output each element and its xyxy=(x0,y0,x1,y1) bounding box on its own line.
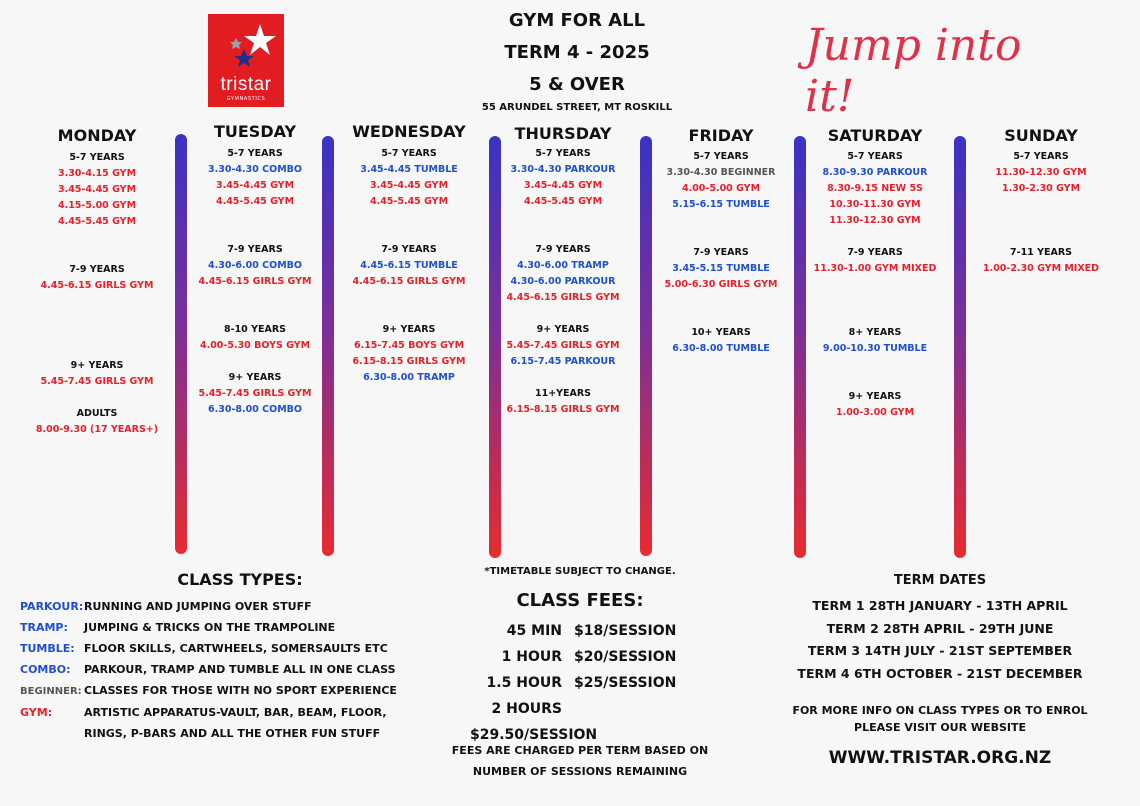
class-type-desc: RINGS, P-BARS AND ALL THE OTHER FUN STUFF xyxy=(84,727,381,740)
logo-subtitle: GYMNASTICS xyxy=(226,96,266,102)
class-type-key: COMBO: xyxy=(20,663,71,676)
fees-footer-1: FEES ARE CHARGED PER TERM BASED ON xyxy=(451,744,709,757)
class-session: 6.15-7.45 BOYS GYM xyxy=(353,340,465,351)
class-session: 5.45-7.45 GIRLS GYM xyxy=(40,376,154,387)
age-group: 7-9 YEARS xyxy=(69,264,125,275)
age-group: 7-9 YEARS xyxy=(693,247,749,258)
spacer xyxy=(22,390,172,406)
age-group: 5-7 YEARS xyxy=(69,152,125,163)
term-date-row: TERM 3 14TH JULY - 21ST SEPTEMBER xyxy=(807,643,1073,658)
age-group: 11+YEARS xyxy=(534,388,592,399)
spacer xyxy=(646,213,796,229)
class-session: 4.45-5.45 GYM xyxy=(215,196,295,207)
class-session: 11.30-1.00 GYM MIXED xyxy=(813,263,937,274)
class-type-desc: RUNNING AND JUMPING OVER STUFF xyxy=(84,600,312,613)
fees-footer-2: NUMBER OF SESSIONS REMAINING xyxy=(472,765,688,778)
term-date-row: TERM 2 28TH APRIL - 29TH JUNE xyxy=(826,620,1054,636)
day-heading-friday: FRIDAY xyxy=(688,126,754,145)
spacer xyxy=(488,210,638,226)
timetable-note: *TIMETABLE SUBJECT TO CHANGE. xyxy=(484,566,676,577)
age-group: 9+ YEARS xyxy=(228,372,282,383)
age-group: 7-9 YEARS xyxy=(381,244,437,255)
day-heading-wednesday: WEDNESDAY xyxy=(352,122,466,141)
age-group: 10+ YEARS xyxy=(691,327,751,338)
class-type-row xyxy=(20,702,397,723)
fee-price: $20/SESSION xyxy=(574,649,677,665)
class-session: 4.30-6.00 PARKOUR xyxy=(510,276,616,287)
spacer xyxy=(800,373,950,389)
logo-name: tristar xyxy=(220,74,272,95)
slogan: Jump into it! xyxy=(805,20,1022,122)
spacer xyxy=(966,229,1116,245)
spacer xyxy=(966,197,1116,213)
class-session: 4.00-5.00 GYM xyxy=(681,183,761,194)
class-session: 6.15-7.45 PARKOUR xyxy=(510,356,616,367)
class-type-key: TRAMP: xyxy=(20,621,68,634)
class-type-desc: CLASSES FOR THOSE WITH NO SPORT EXPERIENCE xyxy=(84,684,397,697)
class-session: 4.45-6.15 GIRLS GYM xyxy=(198,276,312,287)
fees-table xyxy=(470,618,690,748)
class-session: 1.00-3.00 GYM xyxy=(835,407,915,418)
day-heading-sunday: SUNDAY xyxy=(1004,126,1078,145)
day-column-monday xyxy=(22,150,172,438)
tristar-logo xyxy=(208,14,284,107)
age-title: 5 & OVER xyxy=(529,74,625,95)
age-group: ADULTS xyxy=(76,408,118,419)
class-session: 3.30-4.15 GYM xyxy=(57,168,137,179)
class-session: 6.30-8.00 COMBO xyxy=(208,404,302,415)
class-session: 3.45-4.45 GYM xyxy=(57,184,137,195)
class-session: 3.45-4.45 GYM xyxy=(215,180,295,191)
spacer xyxy=(800,357,950,373)
day-column-thursday xyxy=(488,146,638,418)
spacer xyxy=(180,354,330,370)
class-session: 8.00-9.30 (17 YEARS+) xyxy=(35,424,159,435)
spacer xyxy=(180,226,330,242)
spacer xyxy=(800,309,950,325)
class-session: 6.30-8.00 TRAMP xyxy=(363,372,455,383)
spacer xyxy=(646,309,796,325)
fee-duration: 1 HOUR xyxy=(501,649,562,665)
spacer xyxy=(22,230,172,246)
class-session: 11.30-12.30 GYM xyxy=(829,215,921,226)
class-session: 3.45-4.45 TUMBLE xyxy=(360,164,458,175)
star-icon xyxy=(208,14,284,74)
age-group: 7-11 YEARS xyxy=(1010,247,1072,258)
class-session: 5.15-6.15 TUMBLE xyxy=(672,199,770,210)
page-title: GYM FOR ALL xyxy=(508,10,646,31)
spacer xyxy=(22,310,172,326)
day-column-sunday xyxy=(966,149,1116,277)
fee-duration: 45 MIN xyxy=(506,623,562,639)
class-type-desc: PARKOUR, TRAMP AND TUMBLE ALL IN ONE CLASS xyxy=(84,663,396,676)
age-group: 8+ YEARS xyxy=(848,327,902,338)
class-type-key: TUMBLE: xyxy=(20,642,75,655)
class-session: 8.30-9.15 NEW 5S xyxy=(827,183,923,194)
class-session: 6.30-8.00 TUMBLE xyxy=(672,343,770,354)
spacer xyxy=(180,210,330,226)
class-session: 8.30-9.30 PARKOUR xyxy=(822,167,928,178)
age-group: 5-7 YEARS xyxy=(693,151,749,162)
info-line-2: PLEASE VISIT OUR WEBSITE xyxy=(854,721,1026,734)
spacer xyxy=(334,290,484,306)
spacer xyxy=(488,306,638,322)
spacer xyxy=(966,213,1116,229)
fee-row xyxy=(470,696,690,748)
day-column-wednesday xyxy=(334,146,484,386)
class-session: 5.45-7.45 GIRLS GYM xyxy=(506,340,620,351)
fee-price: $29.50/SESSION xyxy=(470,727,598,743)
class-session: 6.15-8.15 GIRLS GYM xyxy=(506,404,620,415)
age-group: 7-9 YEARS xyxy=(535,244,591,255)
age-group: 9+ YEARS xyxy=(536,324,590,335)
class-session: 3.30-4.30 BEGINNER xyxy=(666,167,776,178)
class-fees-title: CLASS FEES: xyxy=(516,590,644,611)
spacer xyxy=(488,226,638,242)
class-session: 9.00-10.30 TUMBLE xyxy=(822,343,928,354)
class-type-key: GYM: xyxy=(20,706,53,719)
class-session: 4.30-6.00 COMBO xyxy=(208,260,302,271)
divider-bar xyxy=(954,136,966,558)
age-group: 9+ YEARS xyxy=(382,324,436,335)
spacer xyxy=(22,326,172,342)
class-type-desc: FLOOR SKILLS, CARTWHEELS, SOMERSAULTS ETC xyxy=(84,642,388,655)
class-session: 4.45-5.45 GYM xyxy=(369,196,449,207)
fee-row xyxy=(470,670,690,696)
class-type-key: PARKOUR: xyxy=(20,600,84,613)
class-type-key: BEGINNER: xyxy=(20,686,82,697)
spacer xyxy=(488,370,638,386)
class-types-list xyxy=(20,596,397,744)
class-type-row xyxy=(20,617,397,638)
class-type-row xyxy=(20,723,397,744)
age-group: 5-7 YEARS xyxy=(847,151,903,162)
age-group: 5-7 YEARS xyxy=(1013,151,1069,162)
spacer xyxy=(800,277,950,293)
website-link[interactable]: WWW.TRISTAR.ORG.NZ xyxy=(828,748,1052,768)
age-group: 5-7 YEARS xyxy=(381,148,437,159)
spacer xyxy=(334,306,484,322)
class-types-title: CLASS TYPES: xyxy=(177,570,303,589)
class-session: 4.15-5.00 GYM xyxy=(57,200,137,211)
class-session: 3.30-4.30 PARKOUR xyxy=(510,164,616,175)
day-heading-monday: MONDAY xyxy=(57,126,137,145)
age-group: 8-10 YEARS xyxy=(224,324,286,335)
class-session: 4.30-6.00 TRAMP xyxy=(517,260,609,271)
age-group: 7-9 YEARS xyxy=(227,244,283,255)
spacer xyxy=(646,293,796,309)
day-heading-saturday: SATURDAY xyxy=(827,126,923,145)
class-session: 4.45-5.45 GYM xyxy=(57,216,137,227)
spacer xyxy=(22,246,172,262)
age-group: 5-7 YEARS xyxy=(535,148,591,159)
class-type-row xyxy=(20,596,397,617)
class-session: 4.45-6.15 GIRLS GYM xyxy=(352,276,466,287)
fee-duration: 1.5 HOUR xyxy=(486,675,562,691)
term-date-row: TERM 1 28TH JANUARY - 13TH APRIL xyxy=(812,598,1068,613)
class-type-row xyxy=(20,638,397,659)
spacer xyxy=(180,306,330,322)
age-group: 5-7 YEARS xyxy=(227,148,283,159)
info-line-1: FOR MORE INFO ON CLASS TYPES OR TO ENROL xyxy=(792,704,1088,717)
day-column-saturday xyxy=(800,149,950,421)
fee-row xyxy=(470,618,690,644)
class-session: 4.45-5.45 GYM xyxy=(523,196,603,207)
term-dates-list xyxy=(790,595,1090,685)
term-date-row: TERM 4 6TH OCTOBER - 21ST DECEMBER xyxy=(797,665,1083,681)
fee-duration: 2 HOURS xyxy=(491,701,562,717)
class-session: 4.45-6.15 TUMBLE xyxy=(360,260,458,271)
class-session: 3.45-5.15 TUMBLE xyxy=(672,263,770,274)
spacer xyxy=(22,342,172,358)
spacer xyxy=(800,229,950,245)
fee-row xyxy=(470,644,690,670)
spacer xyxy=(180,290,330,306)
class-session: 10.30-11.30 GYM xyxy=(829,199,921,210)
class-type-desc: JUMPING & TRICKS ON THE TRAMPOLINE xyxy=(84,621,336,634)
day-heading-tuesday: TUESDAY xyxy=(213,122,297,141)
age-group: 9+ YEARS xyxy=(70,360,124,371)
class-type-desc: ARTISTIC APPARATUS-VAULT, BAR, BEAM, FLOOR, xyxy=(84,706,387,719)
fee-price: $25/SESSION xyxy=(574,675,677,691)
address: 55 ARUNDEL STREET, MT ROSKILL xyxy=(481,102,673,113)
class-session: 4.00-5.30 BOYS GYM xyxy=(199,340,311,351)
class-session: 1.00-2.30 GYM MIXED xyxy=(982,263,1100,274)
spacer xyxy=(22,294,172,310)
spacer xyxy=(646,229,796,245)
class-session: 6.15-8.15 GIRLS GYM xyxy=(352,356,466,367)
class-session: 11.30-12.30 GYM xyxy=(995,167,1087,178)
spacer xyxy=(800,293,950,309)
class-session: 4.45-6.15 GIRLS GYM xyxy=(40,280,154,291)
day-column-tuesday xyxy=(180,146,330,418)
class-session: 3.45-4.45 GYM xyxy=(369,180,449,191)
term-title: TERM 4 - 2025 xyxy=(504,42,650,63)
class-session: 3.45-4.45 GYM xyxy=(523,180,603,191)
term-dates-title: TERM DATES xyxy=(893,573,987,588)
spacer xyxy=(334,210,484,226)
day-heading-thursday: THURSDAY xyxy=(514,124,612,143)
class-session: 1.30-2.30 GYM xyxy=(1001,183,1081,194)
class-session: 5.00-6.30 GIRLS GYM xyxy=(664,279,778,290)
day-column-friday xyxy=(646,149,796,357)
class-session: 3.30-4.30 COMBO xyxy=(208,164,302,175)
fee-price: $18/SESSION xyxy=(574,623,677,639)
class-session: 4.45-6.15 GIRLS GYM xyxy=(506,292,620,303)
spacer xyxy=(334,226,484,242)
age-group: 9+ YEARS xyxy=(848,391,902,402)
class-type-row xyxy=(20,659,397,680)
class-type-row xyxy=(20,680,397,702)
age-group: 7-9 YEARS xyxy=(847,247,903,258)
class-session: 5.45-7.45 GIRLS GYM xyxy=(198,388,312,399)
